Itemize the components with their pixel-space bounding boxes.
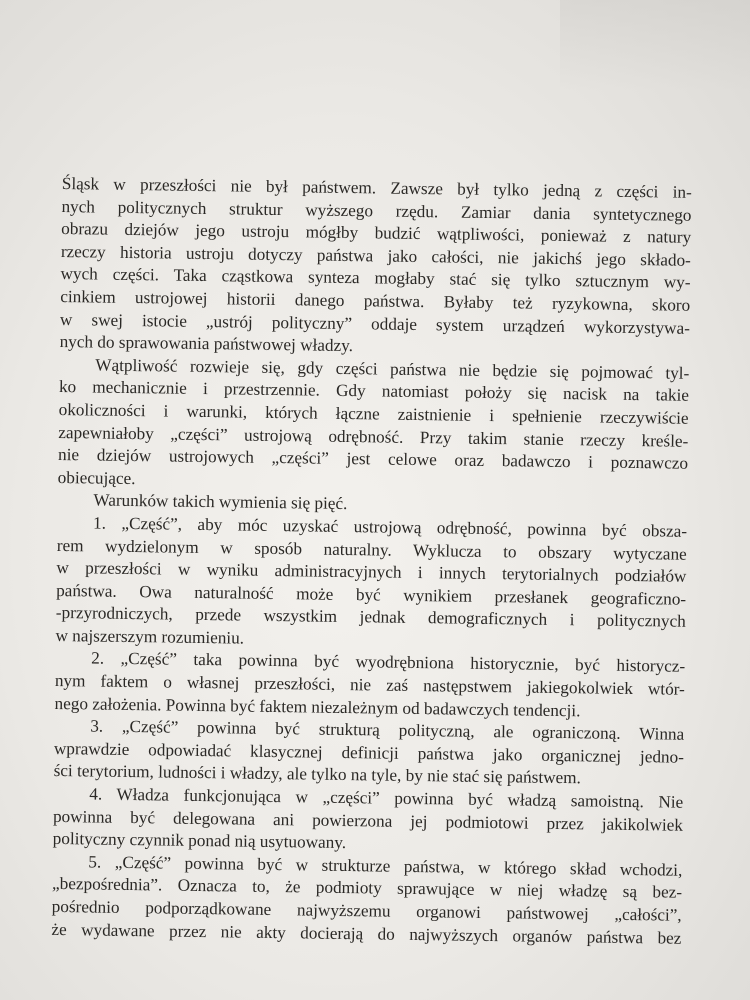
text-line: wprawdzie odpowiadać klasycznej definicji państwa jako organicznej jedno- bbox=[53, 738, 685, 767]
text-line: powinna być delegowana ani powierzona jej podmiotowi przez jakikolwiek bbox=[52, 806, 684, 835]
text-line: 3. „Część” powinna być strukturą polityczną, ale ograniczoną. Winna bbox=[90, 716, 685, 744]
text-line: Warunków takich wymienia się pięć. bbox=[93, 490, 348, 514]
text-line: w swej istocie „ustrój polityczny” oddaje system urządzeń wykorzystywa- bbox=[59, 309, 691, 338]
text-line: rem wydzielonym w sposób naturalny. Wyklucza to obszary wytyczane bbox=[56, 535, 687, 564]
text-line: „bezpośrednia”. Oznacza to, że podmioty sprawujące w niej władzę są bez- bbox=[51, 874, 683, 903]
text-line: okoliczności i warunki, których łączne zaistnienie i spełnienie rzeczywiście bbox=[58, 399, 689, 428]
text-line: pośrednio podporządkowane najwyższemu organowi państwowej „całości”, bbox=[51, 896, 682, 925]
text-line: nego założenia. Powinna być faktem niezależnym od badawczych tendencji. bbox=[54, 693, 581, 720]
text-line: Śląsk w przeszłości nie był państwem. Zawsze był tylko jedną z części in- bbox=[61, 173, 692, 202]
text-line: państwa. Owa naturalność może być wynikiem przesłanek geograficzno- bbox=[56, 580, 687, 609]
text-line: 5. „Część” powinna być w strukturze państwa, w którego skład wchodzi, bbox=[88, 852, 683, 880]
text-line: ko mechanicznie i przestrzennie. Gdy natomiast położy się nacisk na takie bbox=[58, 377, 690, 406]
text-line: 2. „Część” taka powinna być wyodrębniona historycznie, być historycz- bbox=[91, 648, 686, 677]
text-line: rzeczy historia ustroju dotyczy państwa jako całości, nie jakichś jego składo- bbox=[60, 241, 691, 270]
text-line: ści terytorium, ludności i władzy, ale tylko na tyle, by nie stać się państwem. bbox=[53, 761, 582, 788]
text-line: wych części. Taka cząstkowa synteza mogłaby stać się tylko sztucznym wy- bbox=[60, 264, 691, 293]
page-text bbox=[51, 173, 692, 950]
text-line: w przeszłości w wyniku administracyjnych i innych terytorialnych podziałów bbox=[56, 558, 687, 586]
text-line: nie dziejów ustrojowych „części” jest celowe oraz badawczo i poznawczo bbox=[57, 445, 689, 473]
text-line: że wydawane przez nie akty docierają do najwyższych organów państwa bez bbox=[51, 919, 682, 948]
text-line: zapewniałoby „części” ustrojową odrębność. Przy takim stanie rzeczy kreśle- bbox=[58, 422, 689, 451]
page-shadow bbox=[560, 0, 750, 90]
text-line: obrazu dziejów jego ustroju mógłby budzić wątpliwości, ponieważ z natury bbox=[61, 219, 692, 247]
text-line: Wątpliwość rozwieje się, gdy części państwa nie będzie się pojmować tyl- bbox=[95, 355, 690, 383]
text-line: nym faktem o własnej przeszłości, nie zaś następstwem jakiegokolwiek wtór- bbox=[54, 671, 685, 699]
text-line: -przyrodniczych, przede wszystkim jednak demograficznych i politycznych bbox=[55, 603, 686, 632]
text-line: nych politycznych struktur wyższego rzędu. Zamiar dania syntetycznego bbox=[61, 196, 692, 225]
text-line: polityczny czynnik ponad nią usytuowany. bbox=[52, 829, 347, 853]
text-line: 4. Władza funkcjonująca w „części” powinna być władzą samoistną. Nie bbox=[89, 784, 684, 812]
text-line: nych do sprawowania państwowej władzy. bbox=[59, 332, 354, 356]
text-line: obiecujące. bbox=[57, 467, 136, 488]
text-line: 1. „Część”, aby móc uzyskać ustrojową odrębność, powinna być obsza- bbox=[92, 513, 688, 541]
text-line: cinkiem ustrojowej historii danego państwa. Byłaby też ryzykowna, skoro bbox=[60, 286, 691, 315]
text-line: w najszerszym rozumieniu. bbox=[55, 625, 245, 648]
